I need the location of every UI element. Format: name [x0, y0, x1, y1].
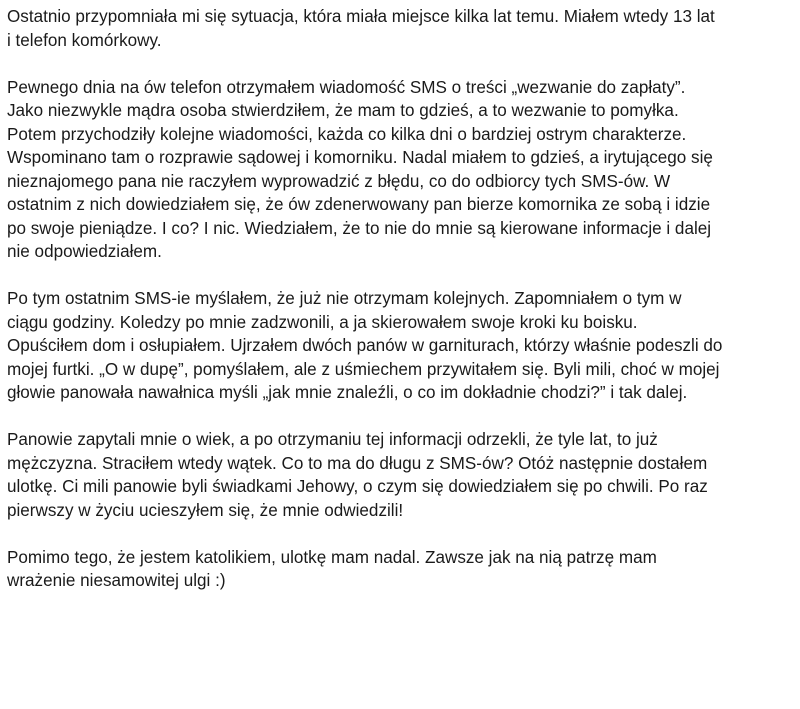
- text-line: nieznajomego pana nie raczyłem wyprowadzić z błędu, co do odbiorcy tych SMS-ów. W: [7, 171, 671, 191]
- text-line: Wspominano tam o rozprawie sądowej i komorniku. Nadal miałem to gdzieś, a irytującego się: [7, 148, 713, 167]
- text-line: Po tym ostatnim SMS-ie myślałem, że już nie otrzymam kolejnych. Zapomniałem o tym w: [7, 289, 682, 308]
- paragraph-4: [7, 428, 792, 522]
- paragraph-2: [7, 76, 792, 264]
- text-line: ostatnim z nich dowiedziałem się, że ów zdenerwowany pan bierze komornika ze sobą i idzie: [7, 195, 711, 214]
- paragraph-1: [7, 5, 792, 52]
- text-line: Pomimo tego, że jestem katolikiem, ulotkę mam nadal. Zawsze jak na nią patrzę mam: [7, 547, 657, 567]
- text-line: Pewnego dnia na ów telefon otrzymałem wiadomość SMS o treści „wezwanie do zapłaty”.: [7, 77, 686, 97]
- text-line: mojej furtki. „O w dupę”, pomyślałem, ale z uśmiechem przywitałem się. Byli mili, choć w mojej: [7, 359, 720, 379]
- text-line: Ostatnio przypomniała mi się sytuacja, która miała miejsce kilka lat temu. Miałem wtedy 13 lat: [7, 7, 715, 26]
- text-line: nie odpowiedziałem.: [7, 242, 162, 261]
- text-line: wrażenie niesamowitej ulgi :): [7, 571, 226, 590]
- text-line: głowie panowała nawałnica myśli „jak mnie znaleźli, o co im dokładnie chodzi?” i tak dalej.: [7, 383, 688, 402]
- text-line: Panowie zapytali mnie o wiek, a po otrzymaniu tej informacji odrzekli, że tyle lat, to już: [7, 430, 658, 449]
- text-line: po swoje pieniądze. I co? I nic. Wiedziałem, że to nie do mnie są kierowane informacje i dalej: [7, 218, 712, 238]
- text-line: Jako niezwykle mądra osoba stwierdziłem, że mam to gdzieś, a to wezwanie to pomyłka.: [7, 101, 679, 120]
- text-line: i telefon komórkowy.: [7, 30, 162, 50]
- text-line: Opuściłem dom i osłupiałem. Ujrzałem dwóch panów w garniturach, którzy właśnie podeszli do: [7, 336, 723, 355]
- text-line: pierwszy w życiu ucieszyłem się, że mnie odwiedzili!: [7, 500, 404, 520]
- text-line: mężczyzna. Straciłem wtedy wątek. Co to ma do długu z SMS-ów? Otóż następnie dostałem: [7, 453, 708, 473]
- text-line: ulotkę. Ci mili panowie byli świadkami Jehowy, o czym się dowiedziałem się po chwili. Po raz: [7, 477, 708, 496]
- text-line: Potem przychodziły kolejne wiadomości, każda co kilka dni o bardziej ostrym charakterze.: [7, 124, 687, 144]
- text-line: ciągu godziny. Koledzy po mnie zadzwonili, a ja skierowałem swoje kroki ku boisku.: [7, 312, 638, 332]
- paragraph-5: [7, 546, 792, 593]
- paragraph-3: [7, 287, 792, 405]
